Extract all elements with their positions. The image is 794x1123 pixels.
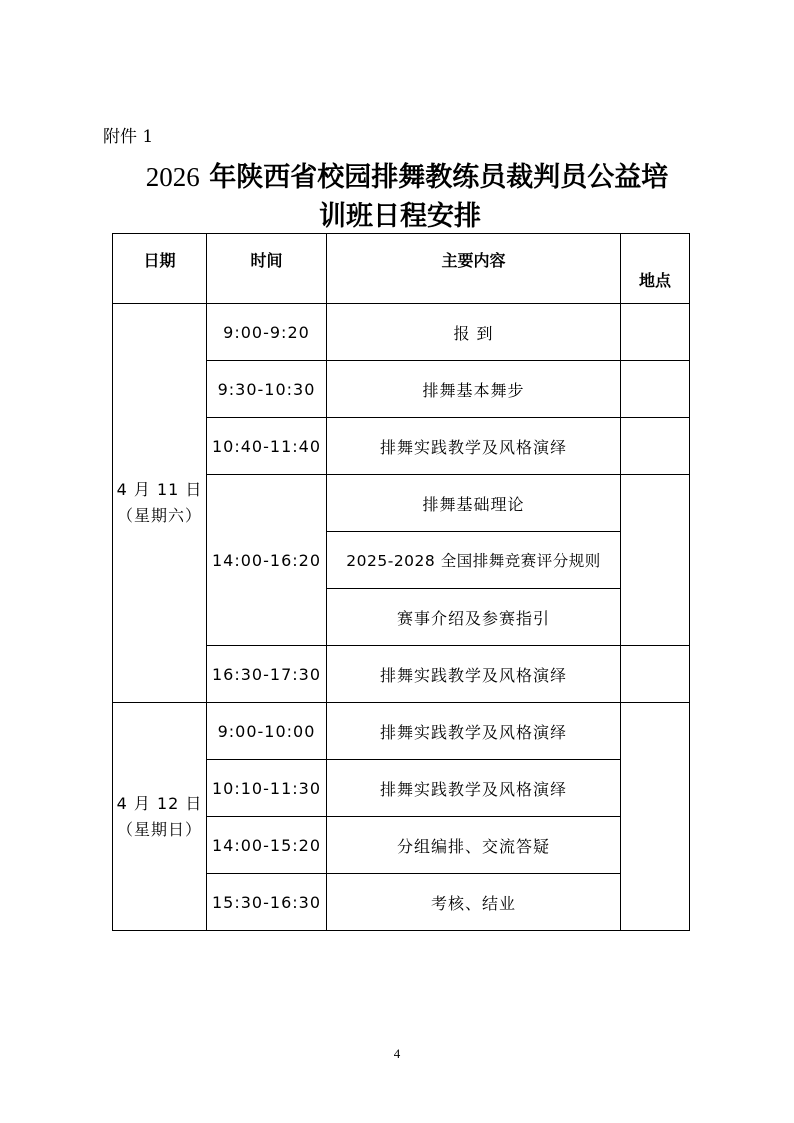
- date-day1: 4 月 11 日: [116, 480, 203, 499]
- content-cell: 排舞实践教学及风格演绎: [327, 418, 621, 475]
- time-cell: 15:30-16:30: [207, 874, 327, 931]
- time-cell: 16:30-17:30: [207, 646, 327, 703]
- content-cell: 分组编排、交流答疑: [327, 817, 621, 874]
- table-row: [113, 304, 690, 361]
- date-day2: 4 月 12 日: [116, 793, 203, 813]
- time-cell: 9:00-9:20: [207, 304, 327, 361]
- time-cell: 14:00-15:20: [207, 817, 327, 874]
- header-content: 主要内容: [327, 234, 621, 304]
- document-title-line-1: [112, 160, 702, 195]
- location-cell: [621, 304, 690, 361]
- time-cell: 9:30-10:30: [207, 361, 327, 418]
- table-row: [113, 703, 690, 760]
- content-cell: 赛事介绍及参赛指引: [327, 589, 621, 646]
- time-cell: 10:10-11:30: [207, 760, 327, 817]
- weekday-day2: （星期日）: [116, 819, 202, 839]
- content-cell: 考核、结业: [327, 874, 621, 931]
- location-cell: [621, 361, 690, 418]
- location-cell: [621, 418, 690, 475]
- date-cell-day1: [113, 304, 207, 703]
- time-cell: 14:00-16:20: [207, 475, 327, 646]
- time-cell: 9:00-10:00: [207, 703, 327, 760]
- location-cell: [621, 646, 690, 703]
- content-cell: 排舞基本舞步: [327, 361, 621, 418]
- time-cell: 10:40-11:40: [207, 418, 327, 475]
- content-cell: 排舞实践教学及风格演绎: [327, 703, 621, 760]
- title-line-1-text: 年陕西省校园排舞教练员裁判员公益培: [209, 162, 669, 193]
- page-number: 4: [393, 1046, 401, 1061]
- content-cell: 2025-2028 全国排舞竞赛评分规则: [327, 532, 621, 589]
- attachment-label: 附件 1: [103, 127, 154, 147]
- location-cell: [621, 475, 690, 646]
- header-location: 地点: [621, 234, 690, 304]
- document-title-line-2: 训班日程安排: [319, 201, 481, 232]
- content-cell: 排舞基础理论: [327, 475, 621, 532]
- weekday-day1: （星期六）: [116, 506, 202, 525]
- content-cell: 排舞实践教学及风格演绎: [327, 646, 621, 703]
- header-date: 日期: [113, 234, 207, 304]
- title-year: 2026: [145, 162, 200, 192]
- content-cell: 排舞实践教学及风格演绎: [327, 760, 621, 817]
- table-header-row: [113, 234, 690, 304]
- date-cell-day2: [113, 703, 207, 931]
- location-cell: [621, 703, 690, 931]
- content-cell: 报 到: [327, 304, 621, 361]
- header-time: 时间: [207, 234, 327, 304]
- schedule-table: [112, 233, 690, 931]
